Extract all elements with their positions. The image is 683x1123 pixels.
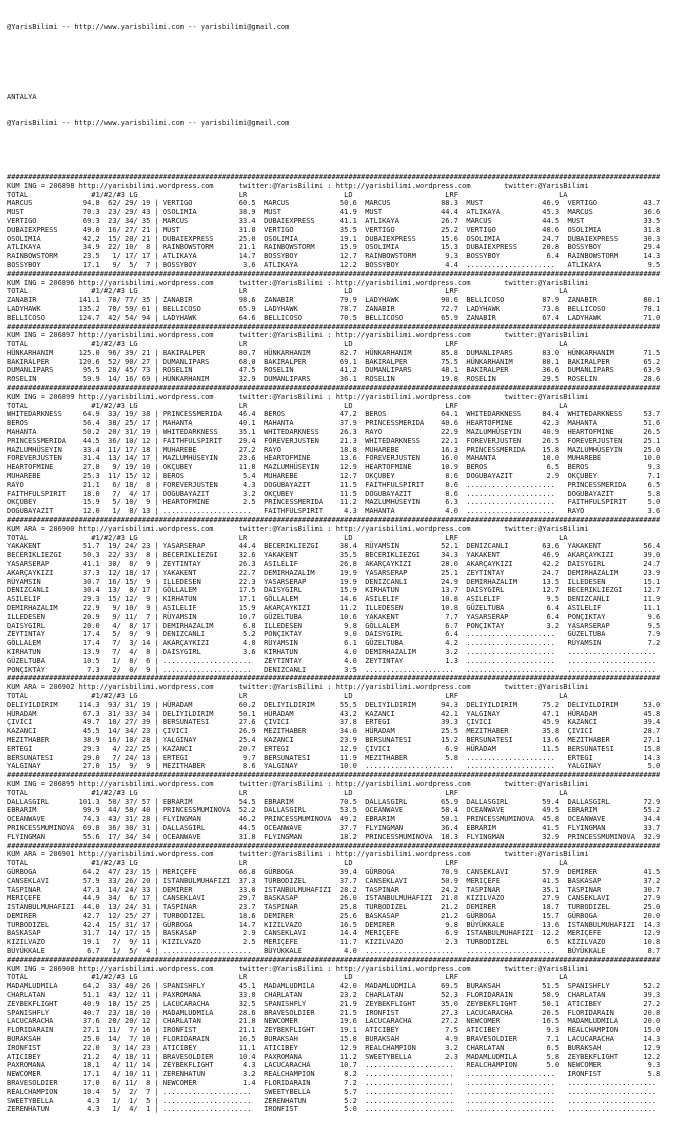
report-row: ZERENHATUN 4.3 1/ 4/ 1 | ..................... IRONFIST 5.0 ..................... ..................... ..................... <box>7 1105 661 1114</box>
spacer <box>7 49 683 75</box>
report-row: OKÇUBEY 15.9 5/ 10/ 9 | HEARTOFMINE 2.5 PRINCESSMERIDA 11.2 MAZLUMHÜSEYIN 6.3 ..................... FAITHFULSPIRIT 5.0 <box>7 498 661 507</box>
section-separator: ########################################################################################################################################################### <box>7 269 661 278</box>
report-row: DOGUBAYAZIT 12.0 1/ 8/ 13 | ..................... FAITHFULSPIRIT 4.3 MAHANTA 4.0 ..................... RAYO 3.6 <box>7 507 661 516</box>
report-row: CHARLATAN 51.1 43/ 12/ 11 | PAXROMANA 33.0 CHARLATAN 23.2 CHARLATAN 52.3 FLORIDARAIN 50.9 CHARLATAN 39.3 <box>7 991 661 1000</box>
report-row: BRAVESOLDIER 17.0 6/ 11/ 8 | NEWCOMER 1.4 FLORIDARAIN 7.2 ..................... ..................... ..................... <box>7 1079 661 1088</box>
report-row: YAKAKENT 51.7 19/ 24/ 23 | YASARSERAP 44.4 BECERIKLIEZGI 38.4 RÜYAMSIN 52.1 DENIZCANLI 63.6 YAKAKENT 56.4 <box>7 542 661 551</box>
report-row: HÜRADAM 67.3 31/ 33/ 34 | DELIYILDIRIM 50.1 HÜRADAM 43.2 KAZANCI 42.1 YALGINAY 47.1 HÜRADAM 45.8 <box>7 709 661 718</box>
report-row: AKARÇAYKIZI 37.3 12/ 18/ 17 | YAKAKENT 22.7 DEMIRHAZALIM 19.9 YASARSERAP 25.1 ZEYTINTAY 24.7 DEMIRHAZALIM 23.9 <box>7 568 661 577</box>
report-row: PRINCESSMERIDA 44.5 36/ 10/ 12 | FAITHFULSPIRIT 29.4 FOREVERJUSTEN 21.3 WHITEDARKNESS 22.1 FOREVERJUSTEN 26.5 FOREVERJUSTEN 25.1 <box>7 436 661 445</box>
report-row: DELIYILDIRIM 114.3 93/ 31/ 19 | HÜRADAM 60.2 DELIYILDIRIM 55.5 DELIYILDIRIM 94.3 DELIYILDIRIM 75.2 DELIYILDIRIM 53.0 <box>7 700 661 709</box>
report-row: MAZLUMHÜSEYIN 33.4 11/ 17/ 18 | MUHAREBE 27.2 RAYO 18.8 MUHAREBE 16.3 PRINCESSMERIDA 15.8 MAZLUMHÜSEYIN 25.0 <box>7 445 661 454</box>
report-row: RÜYAMSIN 30.7 16/ 15/ 9 | ILLEDESEN 22.3 YASARSERAP 19.9 DENIZCANLI 24.9 DEMIRHAZALIM 13.5 ILLEDESEN 15.1 <box>7 577 661 586</box>
report-row: HEARTOFMINE 27.8 9/ 19/ 10 | OKÇUBEY 11.8 MAZLUMHÜSEYIN 12.9 HEARTOFMINE 10.9 BEROS 6.5 BEROS 9.3 <box>7 463 661 472</box>
report-row: DAISYGIRL 20.0 4/ 8/ 17 | DEMIRHAZALIM 6.8 ILLEDESEN 9.8 GÖLLALEM 6.7 PONÇIKTAY 3.2 YASARSERAP 9.5 <box>7 621 661 630</box>
section-header: KUM ING = 206908 http://yarisbilimi.wordpress.com twitter:@YarisBilimi : http://yarisbilimi.wordpress.com twitter:@YarisBilimi <box>7 964 589 973</box>
report-row: KAZANCI 45.5 14/ 34/ 23 | ÇIVICI 26.9 MEZITHABER 34.0 HÜRADAM 25.5 MEZITHABER 35.8 ÇIVICI 28.7 <box>7 727 661 736</box>
report-row: DUBAIEXPRESS 49.0 16/ 27/ 21 | MUST 31.8 VERTIGO 35.5 VERTIGO 25.2 VERTIGO 40.6 OSOLIMIA 31.8 <box>7 225 661 234</box>
report-row: TASPINAR 47.3 14/ 24/ 33 | DEMIRER 33.0 ISTANBULMUHAFIZI 28.2 TASPINAR 24.2 TASPINAR 35.1 TASPINAR 30.7 <box>7 885 661 894</box>
report-row: MUHAREBE 25.3 11/ 15/ 12 | BEROS 5.4 MUHAREBE 12.7 OKÇUBEY 8.6 DOGUBAYAZIT 2.9 OKÇUBEY 7.1 <box>7 472 661 481</box>
report-row: ATICIBEY 21.2 4/ 18/ 11 | BRAVESOLDIER 10.4 PAXROMANA 11.2 SWEETYBELLA 2.3 MADAMLUDMILA 5.8 ZEYBEKFLIGHT 12.2 <box>7 1052 661 1061</box>
report-row: KIRHATUN 13.9 7/ 4/ 8 | DAISYGIRL 3.6 KIRHATUN 4.0 DEMIRHAZALIM 3.2 ..................... ..................... <box>7 647 661 656</box>
report-row: ATLIKAYA 34.9 22/ 10/ 8 | RAINBOWSTORM 21.1 RAINBOWSTORM 15.9 OSOLIMIA 15.3 DUBAIEXPRESS 20.8 BOSSYBOY 29.4 <box>7 243 661 252</box>
report-row: BERSUNATESI 29.0 7/ 24/ 13 | ERTEGI 9.7 BERSUNATESI 11.9 MEZITHABER 5.8 ..................... ERTEGI 14.3 <box>7 753 661 762</box>
report-row: LADYHAWK 135.2 70/ 59/ 61 | BELLICOSO 65.9 LADYHAWK 78.7 ZANABIR 72.7 LADYHAWK 73.8 BELLICOSO 78.1 <box>7 304 661 313</box>
column-headers: TOTAL #1/#2/#3 LG LR LD LRF LA <box>7 287 661 296</box>
report-row: YASARSERAP 41.1 30/ 8/ 9 | ZEYTINTAY 26.3 ASILELIF 26.8 AKARÇAYKIZI 28.0 AKARÇAYKIZI 42.2 DAISYGIRL 24.7 <box>7 560 661 569</box>
report-row: GÖLLALEM 17.4 7/ 3/ 14 | AKARÇAYKIZI 4.0 RÜYAMSIN 6.1 GÜZELTUBA 4.2 ..................... RÜYAMSIN 7.2 <box>7 639 661 648</box>
contact-line-city: @YarisBilimi -- http://www.yarisbilimi.com -- yarisbilimi@gmail.com <box>7 118 290 127</box>
report-row: MADAMLUDMILA 64.2 33/ 40/ 26 | SPANISHFLY 45.1 MADAMLUDMILA 42.0 MADAMLUDMILA 69.5 BURAKSAH 51.5 SPANISHFLY 52.2 <box>7 982 661 991</box>
column-headers: TOTAL #1/#2/#3 LG LR LD LRF LA <box>7 691 661 700</box>
column-headers: TOTAL #1/#2/#3 LG LR LD LRF LA <box>7 859 661 868</box>
report-row: ZEYBEKFLIGHT 40.9 18/ 15/ 25 | LACUCARACHA 32.5 SPANISHFLY 21.9 ZEYBEKFLIGHT 35.0 ZEYBEKFLIGHT 50.1 ATICIBEY 27.2 <box>7 999 661 1008</box>
report-row: GÜRBOGA 64.2 47/ 23/ 15 | MERIÇEFE 66.8 GÜRBOGA 39.4 GÜRBOGA 70.9 CANSEKLAVI 57.9 DEMIRER 41.5 <box>7 867 661 876</box>
section-header: KUM ING = 206896 http://yarisbilimi.wordpress.com twitter:@YarisBilimi : http://yarisbilimi.wordpress.com twitter:@YarisBilimi <box>7 278 589 287</box>
column-headers: TOTAL #1/#2/#3 LG LR LD LRF LA <box>7 533 661 542</box>
report-row: FLYINGMAN 55.6 17/ 34/ 34 | OCEANWAVE 31.8 FLYINGMAN 18.2 PRINCESSMUMINOVA 18.3 FLYINGMAN 32.9 PRINCESSMUMINOVA 32.9 <box>7 832 661 841</box>
report-row: DALLASGIRL 101.3 50/ 37/ 57 | EBRARIM 54.5 EBRARIM 70.5 DALLASGIRL 65.9 DALLASGIRL 59.4 DALLASGIRL 72.9 <box>7 797 661 806</box>
report-row: KIZILVAZO 19.1 7/ 9/ 11 | KIZILVAZO 2.5 MERIÇEFE 11.7 KIZILVAZO 2.3 TURBODIZEL 6.5 KIZILVAZO 10.8 <box>7 938 661 947</box>
report-row: FAITHFULSPIRIT 18.0 7/ 4/ 17 | DOGUBAYAZIT 3.2 OKÇUBEY 11.5 DOGUBAYAZIT 8.6 ..................... DOGUBAYAZIT 5.8 <box>7 489 661 498</box>
column-headers: TOTAL #1/#2/#3 LG LR LD LRF LA <box>7 340 661 349</box>
report-row: VERTIGO 69.3 23/ 34/ 35 | MARCUS 33.4 DUBAIEXPRESS 41.1 ATLIKAYA 26.7 MARCUS 44.5 MUST 33.5 <box>7 216 661 225</box>
report-row: FLORIDARAIN 27.1 11/ 7/ 16 | IRONFIST 21.1 ZEYBEKFLIGHT 19.1 ATICIBEY 7.5 ATICIBEY 9.3 REALCHAMPION 15.0 <box>7 1026 661 1035</box>
report-row: TURBODIZEL 42.4 15/ 31/ 17 | GÜRBOGA 14.7 KIZILVAZO 16.5 DEMIRER 9.8 BÜYÜKKALE 13.6 ISTANBULMUHAFIZI 14.3 <box>7 920 661 929</box>
section-header: KUM ARA = 206901 http://yarisbilimi.wordpress.com twitter:@YarisBilimi : http://yarisbilimi.wordpress.com twitter:@YarisBilimi <box>7 850 589 859</box>
column-headers: TOTAL #1/#2/#3 LG LR LD LRF LA <box>7 190 661 199</box>
report-row: CANSEKLAVI 57.9 33/ 26/ 20 | ISTANBULMUHAFIZI 37.3 TURBODIZEL 37.7 CANSEKLAVI 50.9 MERIÇEFE 41.5 BASKASAP 37.2 <box>7 876 661 885</box>
section-separator: ########################################################################################################################################################### <box>7 322 661 331</box>
report-row: ERTEGI 29.3 4/ 22/ 25 | KAZANCI 20.7 ERTEGI 12.9 ÇIVICI 6.9 HÜRADAM 11.5 BERSUNATESI 15.8 <box>7 744 661 753</box>
report-row: ROSELIN 59.9 14/ 16/ 69 | HÜNKARHANIM 32.9 DUMANLIPARS 36.1 ROSELIN 19.8 ROSELIN 29.5 ROSELIN 28.6 <box>7 375 661 384</box>
report-row: BÜYÜKKALE 6.7 1/ 5/ 4 | ..................... BÜYÜKKALE 4.0 ..................... ..................... BÜYÜKKALE 8.7 <box>7 947 661 956</box>
report-row: MARCUS 94.8 62/ 29/ 19 | VERTIGO 60.5 MARCUS 50.6 MARCUS 88.3 MUST 46.9 VERTIGO 43.7 <box>7 199 661 208</box>
section-header: KUM ARA = 206902 http://yarisbilimi.wordpress.com twitter:@YarisBilimi : http://yarisbilimi.wordpress.com twitter:@YarisBilimi <box>7 683 589 692</box>
column-headers: TOTAL #1/#2/#3 LG LR LD LRF LA <box>7 401 661 410</box>
report-row: REALCHAMPION 10.4 5/ 2/ 7 | ..................... SWEETYBELLA 5.7 ..................... ..................... ..................... <box>7 1087 661 1096</box>
section-header: KUM ING = 206895 http://yarisbilimi.wordpress.com twitter:@YarisBilimi : http://yarisbilimi.wordpress.com twitter:@YarisBilimi <box>7 779 589 788</box>
report-row: EBRARIM 99.9 44/ 58/ 40 | PRINCESSMUMINOVA 52.2 DALLASGIRL 53.5 OCEANWAVE 58.4 OCEANWAVE 49.5 EBRARIM 55.2 <box>7 806 661 815</box>
report-row: FOREVERJUSTEN 31.4 13/ 14/ 17 | MAZLUMHÜSEYIN 23.6 HEARTOFMINE 13.6 FOREVERJUSTEN 16.0 MAHANTA 10.0 MUHAREBE 10.0 <box>7 454 661 463</box>
report-row: WHITEDARKNESS 64.9 33/ 19/ 38 | PRINCESSMERIDA 46.4 BEROS 47.2 BEROS 64.1 WHITEDARKNESS 84.4 WHITEDARKNESS 53.7 <box>7 410 661 419</box>
report-row: ÇIVICI 49.7 10/ 27/ 39 | BERSUNATESI 27.6 ÇIVICI 37.8 ERTEGI 39.3 ÇIVICI 45.9 KAZANCI 39.4 <box>7 718 661 727</box>
report-row: PRINCESSMUMINOVA 69.8 36/ 30/ 31 | DALLASGIRL 44.5 OCEANWAVE 37.7 FLYINGMAN 36.4 EBRARIM 41.5 FLYINGMAN 33.7 <box>7 823 661 832</box>
report-row: PAXROMANA 18.1 4/ 11/ 14 | ZEYBEKFLIGHT 4.3 LACUCARACHA 10.7 ..................... REALCHAMPION 5.0 NEWCOMER 9.3 <box>7 1061 661 1070</box>
report-row: ASILELIF 29.3 15/ 12/ 9 | KIRHATUN 17.1 GÖLLALEM 14.6 ASILELIF 10.8 ASILELIF 9.5 DENIZCANLI 11.9 <box>7 595 661 604</box>
report-row: SPANISHFLY 40.7 23/ 18/ 10 | MADAMLUDMILA 28.6 BRAVESOLDIER 21.5 IRONFIST 27.3 LACUCARACHA 26.5 FLORIDARAIN 20.8 <box>7 1008 661 1017</box>
section-header: KUM ING = 206899 http://yarisbilimi.wordpress.com twitter:@YarisBilimi : http://yarisbilimi.wordpress.com twitter:@YarisBilimi <box>7 392 589 401</box>
report-row: PONÇIKTAY 7.3 2/ 0/ 9 | ..................... DENIZCANLI 3.5 ..................... ..................... ..................... <box>7 665 661 674</box>
report-row: RAYO 21.1 6/ 18/ 8 | FOREVERJUSTEN 4.3 DOGUBAYAZIT 11.5 FAITHFULSPIRIT 8.6 ..................... PRINCESSMERIDA 6.5 <box>7 480 661 489</box>
report-row: BASKASAP 31.7 14/ 17/ 15 | BASKASAP 2.9 CANSEKLAVI 14.4 MERIÇEFE 6.9 ISTANBULMUHAFIZI 12.2 MERIÇEFE 12.9 <box>7 929 661 938</box>
report-row: RAINBOWSTORM 23.5 1/ 17/ 17 | ATLIKAYA 14.7 BOSSYBOY 12.7 RAINBOWSTORM 9.3 BOSSYBOY 6.4 RAINBOWSTORM 14.3 <box>7 252 661 261</box>
contact-line-top: @YarisBilimi -- http://www.yarisbilimi.com -- yarisbilimi@gmail.com <box>7 22 290 31</box>
section-separator: ########################################################################################################################################################### <box>7 841 661 850</box>
report-sections <box>7 173 683 1114</box>
report-row: DUMANLIPARS 95.5 28/ 45/ 73 | ROSELIN 47.5 ROSELIN 41.2 DUMANLIPARS 48.1 BAKIRALPER 36.6 DUMANLIPARS 63.9 <box>7 366 661 375</box>
spacer <box>7 145 683 155</box>
report-row: BEROS 56.4 38/ 25/ 17 | MAHANTA 40.1 MAHANTA 37.9 PRINCESSMERIDA 40.6 HEARTOFMINE 42.3 MAHANTA 51.6 <box>7 419 661 428</box>
section-header: KUM ING = 206897 http://yarisbilimi.wordpress.com twitter:@YarisBilimi : http://yarisbilimi.wordpress.com twitter:@YarisBilimi <box>7 331 589 340</box>
section-separator: ########################################################################################################################################################### <box>7 172 661 181</box>
report-row: ZEYTINTAY 17.4 5/ 9/ 9 | DENIZCANLI 5.2 PONÇIKTAY 9.0 DAISYGIRL 6.4 ..................... GÜZELTUBA 7.9 <box>7 630 661 639</box>
report-row: ZANABIR 141.1 78/ 77/ 35 | ZANABIR 98.6 ZANABIR 79.9 LADYHAWK 90.6 BELLICOSO 87.9 ZANABIR 80.1 <box>7 296 661 305</box>
report-row: LACUCARACHA 37.6 20/ 20/ 12 | CHARLATAN 21.8 NEWCOMER 19.6 LACUCARACHA 27.2 NEWCOMER 16.5 MADAMLUDMILA 20.0 <box>7 1017 661 1026</box>
report-row: DEMIRHAZALIM 22.9 9/ 10/ 9 | ASILELIF 15.9 AKARÇAYKIZI 11.2 ILLEDESEN 10.8 GÜZELTUBA 6.4 ASILELIF 11.1 <box>7 604 661 612</box>
report-row: MEZITHABER 38.9 16/ 10/ 28 | YALGINAY 25.4 KAZANCI 23.9 BERSUNATESI 15.2 BERSUNATESI 13.6 MEZITHABER 27.1 <box>7 735 661 744</box>
report-row: BURAKSAH 25.0 14/ 7/ 10 | FLORIDARAIN 16.5 BURAKSAH 15.8 BURAKSAH 4.9 BRAVESOLDIER 7.1 LACUCARACHA 14.3 <box>7 1035 661 1044</box>
column-headers: TOTAL #1/#2/#3 LG LR LD LRF LA <box>7 788 661 797</box>
section-separator: ########################################################################################################################################################### <box>7 516 661 525</box>
section-header: KUM ING = 206898 http://yarisbilimi.wordpress.com twitter:@YarisBilimi : http://yarisbilimi.wordpress.com twitter:@YarisBilimi <box>7 181 589 190</box>
report-row: YALGINAY 27.0 15/ 9/ 9 | MEZITHABER 8.6 YALGINAY 10.0 ..................... ..................... YALGINAY 5.0 <box>7 762 661 771</box>
report-row: MERIÇEFE 44.9 34/ 6/ 17 | CANSEKLAVI 29.7 BASKASAP 26.0 ISTANBULMUHAFIZI 21.8 KIZILVAZO 27.9 CANSEKLAVI 27.9 <box>7 894 661 903</box>
report-row: NEWCOMER 17.1 4/ 10/ 11 | ZERENHATUN 3.2 REALCHAMPION 8.2 ..................... ..................... IRONFIST 5.8 <box>7 1070 661 1079</box>
report-row: GÜZELTUBA 10.5 1/ 8/ 6 | ..................... ZEYTINTAY 4.0 ZEYTINTAY 1.3 ..................... ..................... <box>7 656 661 665</box>
report-row: DENIZCANLI 30.4 13/ 8/ 17 | GÖLLALEM 17.5 DAISYGIRL 15.9 KIRHATUN 13.7 DAISYGIRL 12.7 BECERIKLIEZGI 12.7 <box>7 586 661 595</box>
section-header: KUM ARA = 206900 http://yarisbilimi.wordpress.com twitter:@YarisBilimi : http://yarisbilimi.wordpress.com twitter:@YarisBilimi <box>7 524 589 533</box>
report-row: SWEETYBELLA 4.3 1/ 1/ 5 | ..................... ZERENHATUN 5.2 ..................... ..................... ..................... <box>7 1096 661 1105</box>
city-label: ANTALYA <box>7 92 37 101</box>
section-separator: ########################################################################################################################################################### <box>7 955 661 964</box>
report-row: MUST 70.3 23/ 29/ 43 | OSOLIMIA 38.9 MUST 41.9 MUST 44.4 ATLIKAYA 45.3 MARCUS 36.6 <box>7 208 661 217</box>
section-separator: ########################################################################################################################################################### <box>7 384 661 393</box>
report-row: OSOLIMIA 42.2 15/ 20/ 21 | DUBAIEXPRESS 25.0 OSOLIMIA 19.1 DUBAIEXPRESS 15.6 OSOLIMIA 24.7 DUBAIEXPRESS 30.3 <box>7 234 661 243</box>
report-row: ILLEDESEN 20.9 9/ 11/ 7 | RÜYAMSIN 10.7 GÜZELTUBA 10.6 YAKAKENT 7.7 YASARSERAP 6.4 PONÇIKTAY 9.6 <box>7 612 661 621</box>
column-headers: TOTAL #1/#2/#3 LG LR LD LRF LA <box>7 973 661 982</box>
report-row: BELLICOSO 124.7 42/ 54/ 94 | LADYHAWK 64.6 BELLICOSO 70.5 BELLICOSO 65.9 ZANABIR 67.4 LADYHAWK 71.0 <box>7 313 661 322</box>
report-row: ISTANBULMUHAFIZI 44.0 13/ 24/ 31 | TASPINAR 23.7 TASPINAR 25.8 TURBODIZEL 21.2 DEMIRER 18.7 TURBODIZEL 25.0 <box>7 903 661 912</box>
report-row: OCEANWAVE 74.3 43/ 31/ 28 | FLYINGMAN 46.2 PRINCESSMUMINOVA 49.2 EBRARIM 50.1 PRINCESSMUMINOVA 45.8 OCEANWAVE 34.4 <box>7 815 661 824</box>
report-row: MAHANTA 50.2 20/ 31/ 19 | WHITEDARKNESS 35.1 WHITEDARKNESS 26.3 RAYO 22.9 MAZLUMHÜSEYIN 40.9 HEARTOFMINE 26.5 <box>7 428 661 437</box>
section-separator: ########################################################################################################################################################### <box>7 771 661 780</box>
report-row: BECERIKLIEZGI 50.3 22/ 33/ 8 | BECERIKLIEZGI 32.6 YAKAKENT 35.5 BECERIKLIEZGI 34.3 YAKAKENT 46.9 AKARÇAYKIZI 39.0 <box>7 551 661 560</box>
report-row: IRONFIST 22.0 3/ 14/ 23 | ATICIBEY 11.1 ATICIBEY 12.9 REALCHAMPION 3.2 CHARLATAN 6.5 BURAKSAH 12.9 <box>7 1043 661 1052</box>
report-row: BOSSYBOY 17.1 9/ 5/ 7 | BOSSYBOY 3.6 ATLIKAYA 12.2 BOSSYBOY 4.4 ..................... ATLIKAYA 9.5 <box>7 260 661 269</box>
section-separator: ########################################################################################################################################################### <box>7 674 661 683</box>
report-row: HÜNKARHANIM 125.0 96/ 39/ 21 | BAKIRALPER 80.7 HÜNKARHANIM 82.7 HÜNKARHANIM 85.8 DUMANLIPARS 83.0 HÜNKARHANIM 71.5 <box>7 348 661 357</box>
report-row: BAKIRALPER 120.6 52/ 90/ 27 | DUMANLIPARS 68.0 BAKIRALPER 69.1 BAKIRALPER 75.5 HÜNKARHANIM 80.1 BAKIRALPER 65.2 <box>7 357 661 366</box>
report-row: DEMIRER 42.7 12/ 25/ 27 | TURBODIZEL 18.6 DEMIRER 25.6 BASKASAP 21.2 GÜRBOGA 15.7 GÜRBOGA 20.0 <box>7 911 661 920</box>
